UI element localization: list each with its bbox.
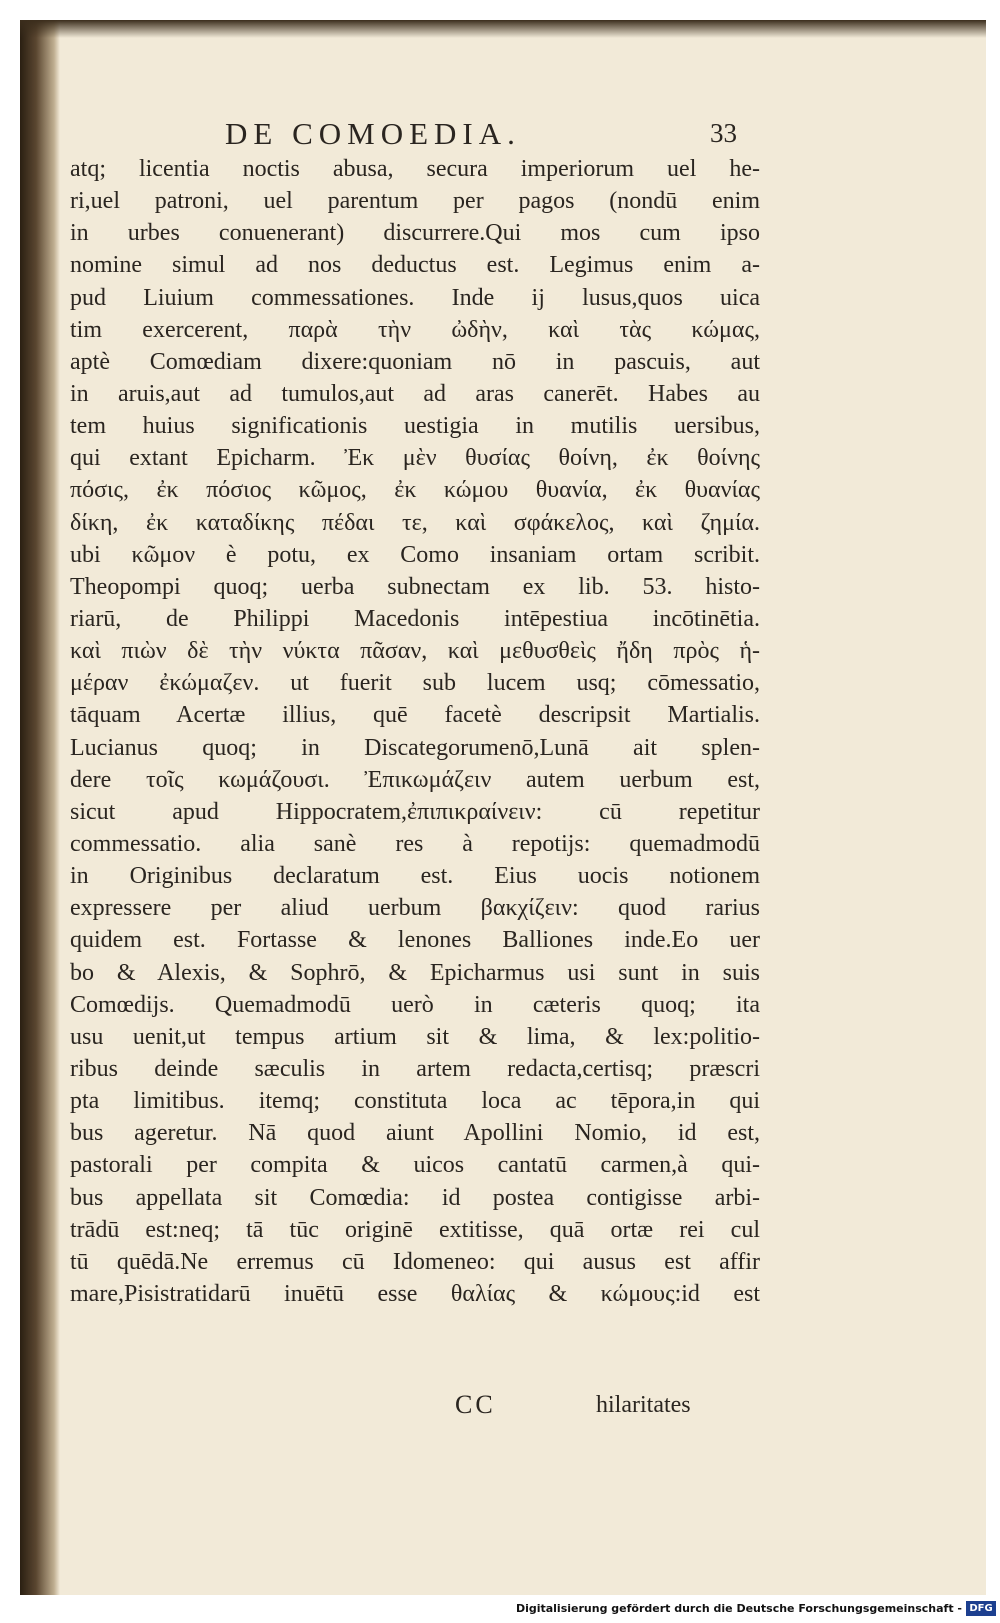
body-text bbox=[70, 153, 760, 1310]
text-line: in Originibus declaratum est. Eius uocis notionem bbox=[70, 863, 760, 890]
book-page bbox=[20, 20, 986, 1595]
text-line: δίκη, ἐκ καταδίκης πέδαι τε, καὶ σφάκελος, καὶ ζημία. bbox=[70, 509, 760, 536]
text-line: in aruis,aut ad tumulos,aut ad aras canerēt. Habes au bbox=[70, 380, 760, 407]
text-line: pud Liuium commessationes. Inde ij lusus,quos uica bbox=[70, 284, 760, 311]
text-line: atq; licentia noctis abusa, secura imperiorum uel he- bbox=[70, 156, 760, 182]
signature-mark: CC bbox=[455, 1390, 496, 1419]
text-line: commessatio. alia sanè res à repotijs: quemadmodū bbox=[70, 830, 760, 857]
text-line: expressere per aliud uerbum βακχίζειν: quod rarius bbox=[70, 895, 760, 922]
text-line: Lucianus quoq; in Discategorumenō,Lunā ait splen- bbox=[70, 734, 760, 761]
text-line: aptè Comœdiam dixere:quoniam nō in pascuis, aut bbox=[70, 348, 760, 375]
running-title: DE COMOEDIA. bbox=[225, 116, 521, 151]
dfg-logo: DFG bbox=[966, 1601, 996, 1616]
text-line: sicut apud Hippocratem,ἐπιπικραίνειν: cū repetitur bbox=[70, 798, 760, 825]
text-line: usu uenit,ut tempus artium sit & lima, & lex:politio- bbox=[70, 1023, 760, 1050]
text-line: bus appellata sit Comœdia: id postea contigisse arbi- bbox=[70, 1184, 760, 1211]
catchword: hilaritates bbox=[596, 1392, 691, 1418]
text-line: mare,Pisistratidarū inuētū esse θαλίας & κώμους:id est bbox=[70, 1280, 760, 1307]
page-binding-shadow bbox=[20, 20, 60, 1595]
page-number: 33 bbox=[710, 118, 737, 148]
text-line: tem huius significationis uestigia in mutilis uersibus, bbox=[70, 413, 760, 440]
text-line: qui extant Epicharm. Ἐκ μὲν θυσίας θοίνη, ἐκ θοίνης bbox=[70, 445, 760, 472]
text-line: quidem est. Fortasse & lenones Balliones inde.Eo uer bbox=[70, 927, 760, 954]
text-line: Comœdijs. Quemadmodū uerò in cæteris quoq; ita bbox=[70, 991, 760, 1018]
text-line: pastorali per compita & uicos cantatū carmen,à qui- bbox=[70, 1152, 760, 1179]
text-line: pta limitibus. itemq; constituta loca ac tēpora,in qui bbox=[70, 1088, 760, 1115]
text-line: ribus deinde sæculis in artem redacta,certisq; præscri bbox=[70, 1055, 760, 1082]
text-line: πόσις, ἐκ πόσιος κῶμος, ἐκ κώμου θυανία, ἐκ θυανίας bbox=[70, 477, 760, 504]
text-line: ri,uel patroni, uel parentum per pagos (nondū enim bbox=[70, 188, 760, 215]
text-line: bus ageretur. Nā quod aiunt Apollini Nomio, id est, bbox=[70, 1120, 760, 1147]
text-line: dere τοῖς κωμάζουσι. Ἐπικωμάζειν autem uerbum est, bbox=[70, 766, 760, 793]
page-top-shadow bbox=[20, 20, 986, 38]
text-line: tū quēdā.Ne erremus cū Idomeneo: qui ausus est affir bbox=[70, 1248, 760, 1275]
text-line: ubi κῶμον è potu, ex Como insaniam ortam scribit. bbox=[70, 541, 760, 568]
text-line: Theopompi quoq; uerba subnectam ex lib. 53. histo- bbox=[70, 573, 760, 600]
text-line: bo & Alexis, & Sophrō, & Epicharmus usi sunt in suis bbox=[70, 959, 760, 986]
text-line: tāquam Acertæ illius, quē facetè descripsit Martialis. bbox=[70, 702, 760, 729]
text-line: nomine simul ad nos deductus est. Legimus enim a- bbox=[70, 252, 760, 279]
text-line: in urbes conuenerant) discurrere.Qui mos cum ipso bbox=[70, 220, 760, 247]
text-line: καὶ πιὼν δὲ τὴν νύκτα πᾶσαν, καὶ μεθυσθεὶς ἤδη πρὸς ἡ- bbox=[70, 638, 760, 665]
digitization-credit: Digitalisierung gefördert durch die Deutsche Forschungsgemeinschaft - bbox=[515, 1602, 962, 1615]
text-line: μέραν ἐκώμαζεν. ut fuerit sub lucem usq; cōmessatio, bbox=[70, 670, 760, 697]
text-line: riarū, de Philippi Macedonis intēpestiua incōtinētia. bbox=[70, 605, 760, 632]
text-line: tim exercerent, παρὰ τὴν ὠδὴν, καὶ τὰς κώμας, bbox=[70, 316, 760, 343]
text-line: trādū est:neq; tā tūc originē extitisse, quā ortæ rei cul bbox=[70, 1216, 760, 1243]
